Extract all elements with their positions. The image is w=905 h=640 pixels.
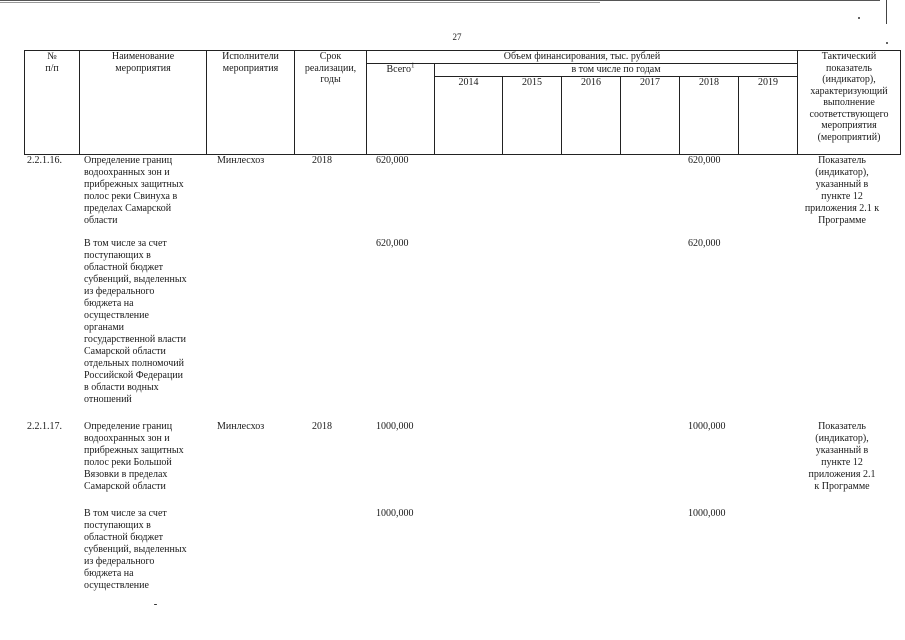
footnote-mark: 1 (411, 61, 415, 70)
total-amount: 620,000 (376, 155, 409, 166)
executor: Минлесхоз (217, 421, 265, 432)
amount-2018: 1000,000 (688, 421, 726, 432)
row-number: 2.2.1.16. (27, 155, 62, 166)
header-name: Наименование мероприятия (80, 51, 207, 155)
header-indicator: Тактический показатель (индикатор), характеризующий выполнение соответствующего мероприятия (мероприятий) (798, 51, 901, 155)
measure-name: Определение границ водоохранных зон и прибрежных защитных полос реки Большой Вязовки в пределах Самарской области (84, 421, 184, 492)
scan-top-border-2 (0, 2, 600, 3)
header-year-2019: 2019 (739, 76, 798, 154)
header-year-2015: 2015 (503, 76, 562, 154)
scan-right-mark (886, 0, 887, 24)
total-amount: 1000,000 (376, 421, 414, 432)
scan-speck (154, 604, 157, 605)
header-year-2016: 2016 (562, 76, 621, 154)
header-term: Срок реализации, годы (295, 51, 367, 155)
row-number: 2.2.1.17. (27, 421, 62, 432)
sub-amount-2018: 1000,000 (688, 508, 726, 519)
term: 2018 (312, 421, 332, 432)
indicator-text: Показатель (индикатор), указанный в пункте 12 приложения 2.1 к Программе (804, 155, 880, 226)
scan-speck (858, 17, 860, 19)
page-number: 27 (452, 32, 462, 42)
scan-top-border (0, 0, 880, 1)
table-header (24, 50, 901, 155)
header-total: Всего$^1$ (367, 64, 435, 155)
sub-measure-name: В том числе за счет поступающих в областной бюджет субвенций, выделенных из федерального бюджета на осуществление (84, 508, 187, 591)
sub-measure-name: В том числе за счет поступающих в областной бюджет субвенций, выделенных из федерального бюджета на осуществление органами государственной власти Самарской области отдельных полномочий Российской Федерации в области водных отношений (84, 238, 187, 405)
measure-name: Определение границ водоохранных зон и прибрежных защитных полос реки Свинуха в пределах Самарской области (84, 155, 184, 226)
indicator-text: Показатель (индикатор), указанный в пункте 12 приложения 2.1 к Программе (808, 421, 876, 492)
header-financing: Объем финансирования, тыс. рублей (367, 51, 798, 64)
header-executors: Исполнители мероприятия (207, 51, 295, 155)
term: 2018 (312, 155, 332, 166)
sub-total-amount: 620,000 (376, 238, 409, 249)
scan-speck (886, 42, 888, 44)
header-by-years: в том числе по годам (435, 64, 798, 77)
sub-amount-2018: 620,000 (688, 238, 721, 249)
header-year-2018: 2018 (680, 76, 739, 154)
sub-total-amount: 1000,000 (376, 508, 414, 519)
amount-2018: 620,000 (688, 155, 721, 166)
header-num: № п/п (25, 51, 80, 155)
executor: Минлесхоз (217, 155, 265, 166)
header-year-2017: 2017 (621, 76, 680, 154)
header-year-2014: 2014 (435, 76, 503, 154)
